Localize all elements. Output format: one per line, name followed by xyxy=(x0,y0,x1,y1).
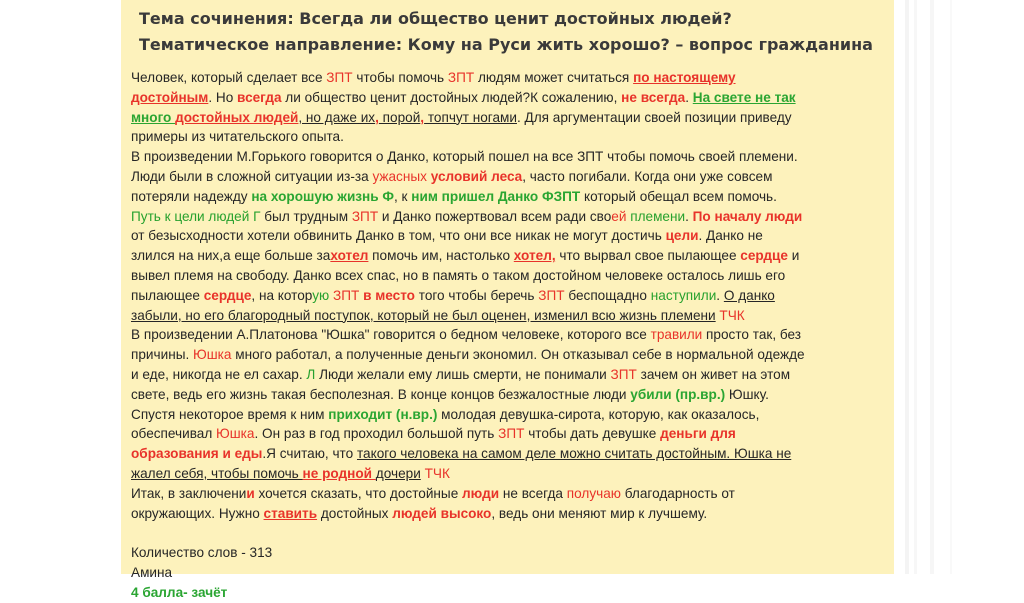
text-segment: и еде, никогда не ел сахар. xyxy=(131,366,307,382)
essay-line xyxy=(131,147,876,167)
text-segment: хочется сказать, что достойные xyxy=(254,485,463,501)
essay-line xyxy=(131,167,876,187)
essay-line xyxy=(131,385,876,405)
text-segment: ЗПТ xyxy=(447,70,475,85)
text-segment: вывел племя на свободу. Данко всех спас, но в память о таком достойном человеке осталось лишь его xyxy=(131,267,786,283)
text-segment: , ведь они меняют мир к лучшему. xyxy=(491,505,708,521)
text-segment: Юшку. xyxy=(725,386,769,402)
text-segment: травили xyxy=(650,327,703,343)
text-segment: того чтобы беречь xyxy=(414,287,539,303)
text-segment: молодая девушка-сирота, которую, как оказалось, xyxy=(437,406,760,422)
decor-stripe xyxy=(930,0,934,574)
text-segment: злился на них,а еще больше за xyxy=(131,248,331,264)
text-segment: сердце xyxy=(740,248,788,264)
text-segment: благодарность от xyxy=(620,485,735,501)
word-count: Количество слов - 313 xyxy=(131,545,273,561)
essay-line xyxy=(131,246,876,266)
text-segment: ЗПТ xyxy=(332,287,360,303)
text-segment: ЗПТ xyxy=(351,208,379,224)
text-segment: людям может считаться xyxy=(474,70,634,85)
essay-topic-title: Тема сочинения: Всегда ли общество ценит достойных людей? xyxy=(139,9,732,28)
essay-line xyxy=(131,484,876,504)
text-segment: причины. xyxy=(131,347,194,363)
text-segment: . Он раз в год проходил большой путь xyxy=(254,426,499,442)
text-segment: свете, ведь его жизнь такая бесполезная. В конце концов безжалостные люди xyxy=(131,386,631,402)
text-segment: ТЧК xyxy=(420,465,450,481)
essay-line xyxy=(131,424,876,444)
text-segment: сердце xyxy=(203,287,252,303)
essay-line xyxy=(131,226,876,246)
essay-body xyxy=(131,68,876,523)
grade-result: 4 балла- зачёт xyxy=(131,584,228,600)
text-segment: О данко xyxy=(723,287,775,303)
text-segment: .Я считаю, что xyxy=(262,446,357,462)
text-segment: от безысходности хотели обвинить Данко в том, что они все никак не могут достичь xyxy=(131,228,666,244)
text-segment: много xyxy=(131,109,176,125)
text-segment: Итак, в заключени xyxy=(131,485,247,501)
text-segment: цели xyxy=(665,228,699,244)
text-segment: чтобы дать девушке xyxy=(524,426,661,442)
text-segment: забыли, но его благородный поступок, который не был оценен, изменил всю жизнь племени xyxy=(131,307,716,323)
text-segment: всегда xyxy=(237,89,282,105)
text-segment: племени xyxy=(626,208,686,224)
essay-line xyxy=(131,444,876,464)
essay-line xyxy=(131,286,876,306)
text-segment: достойным xyxy=(131,89,209,105)
text-segment: . xyxy=(716,287,724,303)
text-segment: топчут ногами xyxy=(424,109,517,125)
text-segment: . Данко не xyxy=(698,228,763,244)
text-segment: получаю xyxy=(566,485,621,501)
essay-line xyxy=(131,345,876,365)
text-segment: ЗПТ xyxy=(538,287,565,303)
text-segment: . xyxy=(685,208,693,224)
text-segment: по настоящему xyxy=(633,70,736,85)
text-segment: обеспечивал xyxy=(131,426,217,442)
text-segment: беспощадно xyxy=(564,287,651,303)
text-segment: , на котор xyxy=(251,287,313,303)
text-segment: ужасных xyxy=(372,168,431,184)
text-segment: достойных xyxy=(317,505,393,521)
text-segment: не всегда xyxy=(621,89,686,105)
text-segment: наступили xyxy=(650,287,717,303)
text-segment: был трудным xyxy=(260,208,352,224)
essay-line xyxy=(131,266,876,286)
text-segment: помочь им, настолько xyxy=(368,248,514,264)
essay-line xyxy=(131,207,876,227)
text-segment: такого человека на самом деле можно считать достойным. Юшка не xyxy=(356,446,792,462)
text-segment: пылающее xyxy=(131,287,204,303)
text-segment: жалел себя, чтобы помочь xyxy=(131,465,303,481)
text-segment: убили (пр.вр.) xyxy=(630,386,726,402)
author-name: Амина xyxy=(131,564,173,580)
essay-line xyxy=(131,306,876,326)
text-segment: ли общество ценит достойных людей?К сожалению, xyxy=(281,89,622,105)
text-segment: На свете не так xyxy=(692,89,796,105)
text-segment: . Для аргументации своей позиции приведу xyxy=(516,109,792,125)
text-segment: Спустя некоторое время к ним xyxy=(131,406,329,422)
text-segment: , к xyxy=(394,188,412,204)
text-segment: хотел, xyxy=(513,248,556,264)
essay-line xyxy=(131,405,876,425)
slide-header xyxy=(139,6,879,58)
decor-stripe xyxy=(905,0,909,574)
text-segment: Люди были в сложной ситуации из-за xyxy=(131,168,373,184)
text-segment: ЗПТ xyxy=(498,426,525,442)
text-segment: образования и еды xyxy=(131,446,263,462)
text-segment: По началу люди xyxy=(692,208,803,224)
essay-line xyxy=(131,464,876,484)
essay-line xyxy=(131,325,876,345)
text-segment: Л xyxy=(306,366,316,382)
essay-line xyxy=(131,88,876,108)
text-segment: Юшка xyxy=(193,347,232,363)
text-segment: и xyxy=(787,248,800,264)
decor-stripe xyxy=(914,0,917,574)
text-segment: Путь к цели людей Г xyxy=(131,208,261,224)
text-segment: ую xyxy=(312,287,330,303)
essay-line xyxy=(131,68,876,88)
text-segment: , часто погибали. Когда они уже совсем xyxy=(522,168,773,184)
text-segment: условий леса xyxy=(430,168,523,184)
essay-text xyxy=(131,68,876,603)
text-segment: зачем он живет на этом xyxy=(636,366,791,382)
essay-line xyxy=(131,504,876,524)
text-segment: Человек, который сделает все xyxy=(131,70,327,85)
text-segment: который обещал всем помочь. xyxy=(580,188,777,204)
decor-stripe xyxy=(950,0,952,574)
essay-line xyxy=(131,187,876,207)
text-segment: люди xyxy=(462,485,500,501)
essay-line xyxy=(131,127,876,147)
text-segment: ей xyxy=(611,208,627,224)
text-segment: на хорошую жизнь Ф xyxy=(251,188,394,204)
text-segment: Юшка xyxy=(216,426,255,442)
text-segment: приходит (н.вр.) xyxy=(328,406,438,422)
text-segment: достойных людей xyxy=(175,109,299,125)
text-segment: потеряли надежду xyxy=(131,188,252,204)
text-segment: , но даже их xyxy=(298,109,376,125)
text-segment: людей высоко xyxy=(392,505,492,521)
text-segment: просто так, без xyxy=(702,327,802,343)
text-segment: дочери xyxy=(375,465,421,481)
text-segment: не родной xyxy=(302,465,376,481)
text-segment: Люди желали ему лишь смерти, не понимали xyxy=(315,366,611,382)
text-segment: и Данко пожертвовал всем ради сво xyxy=(378,208,612,224)
text-segment: окружающих. Нужно xyxy=(131,505,264,521)
text-segment: деньги для xyxy=(660,426,736,442)
essay-line xyxy=(131,365,876,385)
text-segment: что вырвал свое пылающее xyxy=(555,248,741,264)
text-segment: ставить xyxy=(263,505,318,521)
text-segment: , xyxy=(375,109,379,125)
essay-line xyxy=(131,108,876,128)
text-segment: , xyxy=(420,109,425,125)
text-segment: чтобы помочь xyxy=(352,70,448,85)
text-segment: ЗПТ xyxy=(610,366,637,382)
text-segment: порой xyxy=(378,109,421,125)
text-segment: В произведении М.Горького говорится о Данко, который пошел на все ЗПТ чтобы помочь своей племени. xyxy=(131,149,798,165)
text-segment: В произведении А.Платонова "Юшка" говорится о бедном человеке, которого все xyxy=(131,327,651,343)
text-segment: ТЧК xyxy=(715,307,745,323)
text-segment: в место xyxy=(363,287,415,303)
text-segment: . xyxy=(685,89,693,105)
text-segment: хотел xyxy=(330,248,369,264)
text-segment: ЗПТ xyxy=(326,70,353,85)
text-segment: и xyxy=(246,485,255,501)
text-segment: много работал, а полученные деньги экономил. Он отказывал себе в нормальной одежде xyxy=(231,347,805,363)
thematic-direction-subtitle: Тематическое направление: Кому на Руси жить хорошо? – вопрос гражданина xyxy=(139,35,873,54)
text-segment: . Но xyxy=(208,89,238,105)
text-segment: не всегда xyxy=(499,485,567,501)
text-segment: примеры из читательского опыта. xyxy=(131,129,344,145)
spacer xyxy=(131,523,876,543)
text-segment: ним пришел Данко ФЗПТ xyxy=(411,188,581,204)
